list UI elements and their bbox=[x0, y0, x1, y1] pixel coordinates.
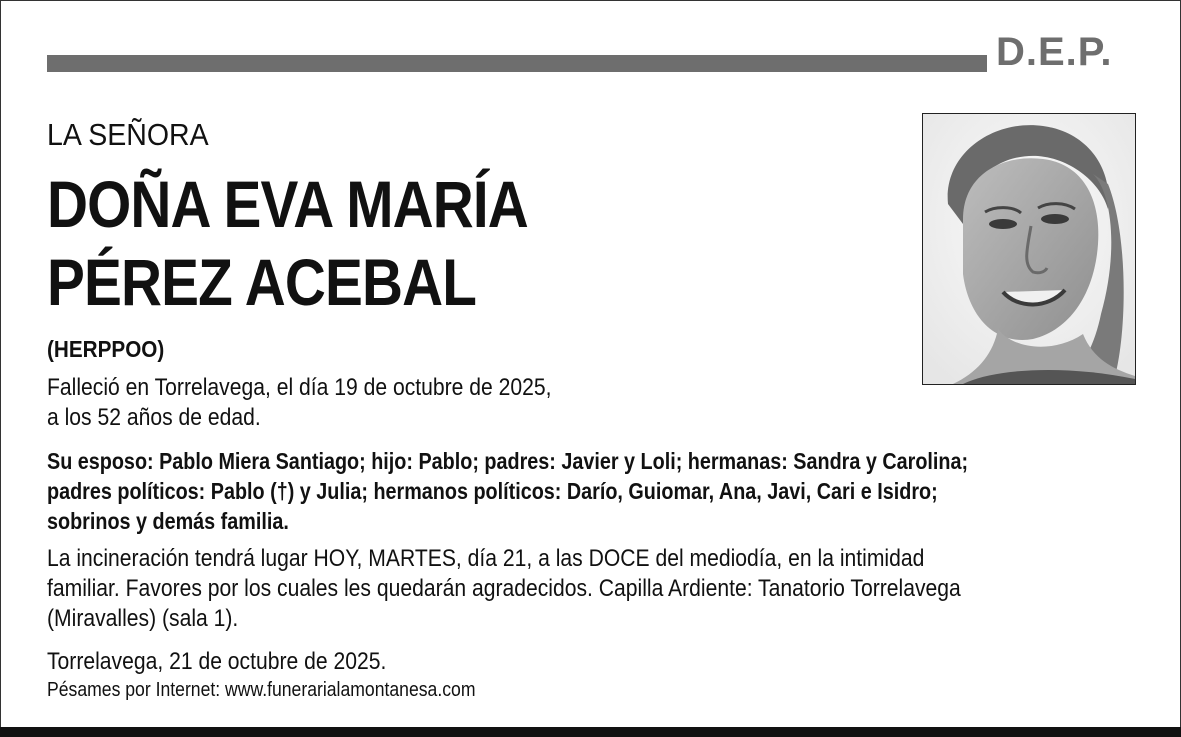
footer-rule bbox=[0, 727, 1181, 737]
death-line-1: Falleció en Torrelavega, el día 19 de octubre de 2025, bbox=[47, 374, 552, 401]
ceremony-line-2: familiar. Favores por los cuales les quedarán agradecidos. Capilla Ardiente: Tanatorio Torrelavega bbox=[47, 575, 961, 602]
portrait-image bbox=[923, 114, 1135, 384]
dep-label: D.E.P. bbox=[996, 30, 1113, 74]
portrait-photo bbox=[922, 113, 1136, 385]
family-list bbox=[47, 446, 968, 536]
name-line-1: DOÑA EVA MARÍA bbox=[47, 167, 528, 241]
ceremony-line-3: (Miravalles) (sala 1). bbox=[47, 605, 239, 632]
honorific: LA SEÑORA bbox=[47, 117, 209, 152]
family-line-3: sobrinos y demás familia. bbox=[47, 508, 289, 534]
ceremony-line-1: La incineración tendrá lugar HOY, MARTES, día 21, a las DOCE del mediodía, en la intimidad bbox=[47, 545, 925, 572]
death-line-2: a los 52 años de edad. bbox=[47, 404, 261, 431]
name-line-2: PÉREZ ACEBAL bbox=[47, 245, 477, 319]
death-notice bbox=[47, 373, 551, 433]
place-date: Torrelavega, 21 de octubre de 2025. bbox=[47, 648, 387, 675]
family-line-1: Su esposo: Pablo Miera Santiago; hijo: Pablo; padres: Javier y Loli; hermanas: Sandra y Carolina; bbox=[47, 448, 969, 474]
ceremony-info bbox=[47, 544, 961, 634]
deceased-name bbox=[47, 165, 528, 321]
condolences-link[interactable]: Pésames por Internet: www.funerarialamontanesa.com bbox=[47, 679, 476, 701]
alias: (HERPPOO) bbox=[47, 336, 165, 362]
header-rule bbox=[47, 55, 987, 72]
family-line-2: padres políticos: Pablo (†) y Julia; hermanos políticos: Darío, Guiomar, Ana, Javi, Cari e Isidro; bbox=[47, 478, 938, 504]
